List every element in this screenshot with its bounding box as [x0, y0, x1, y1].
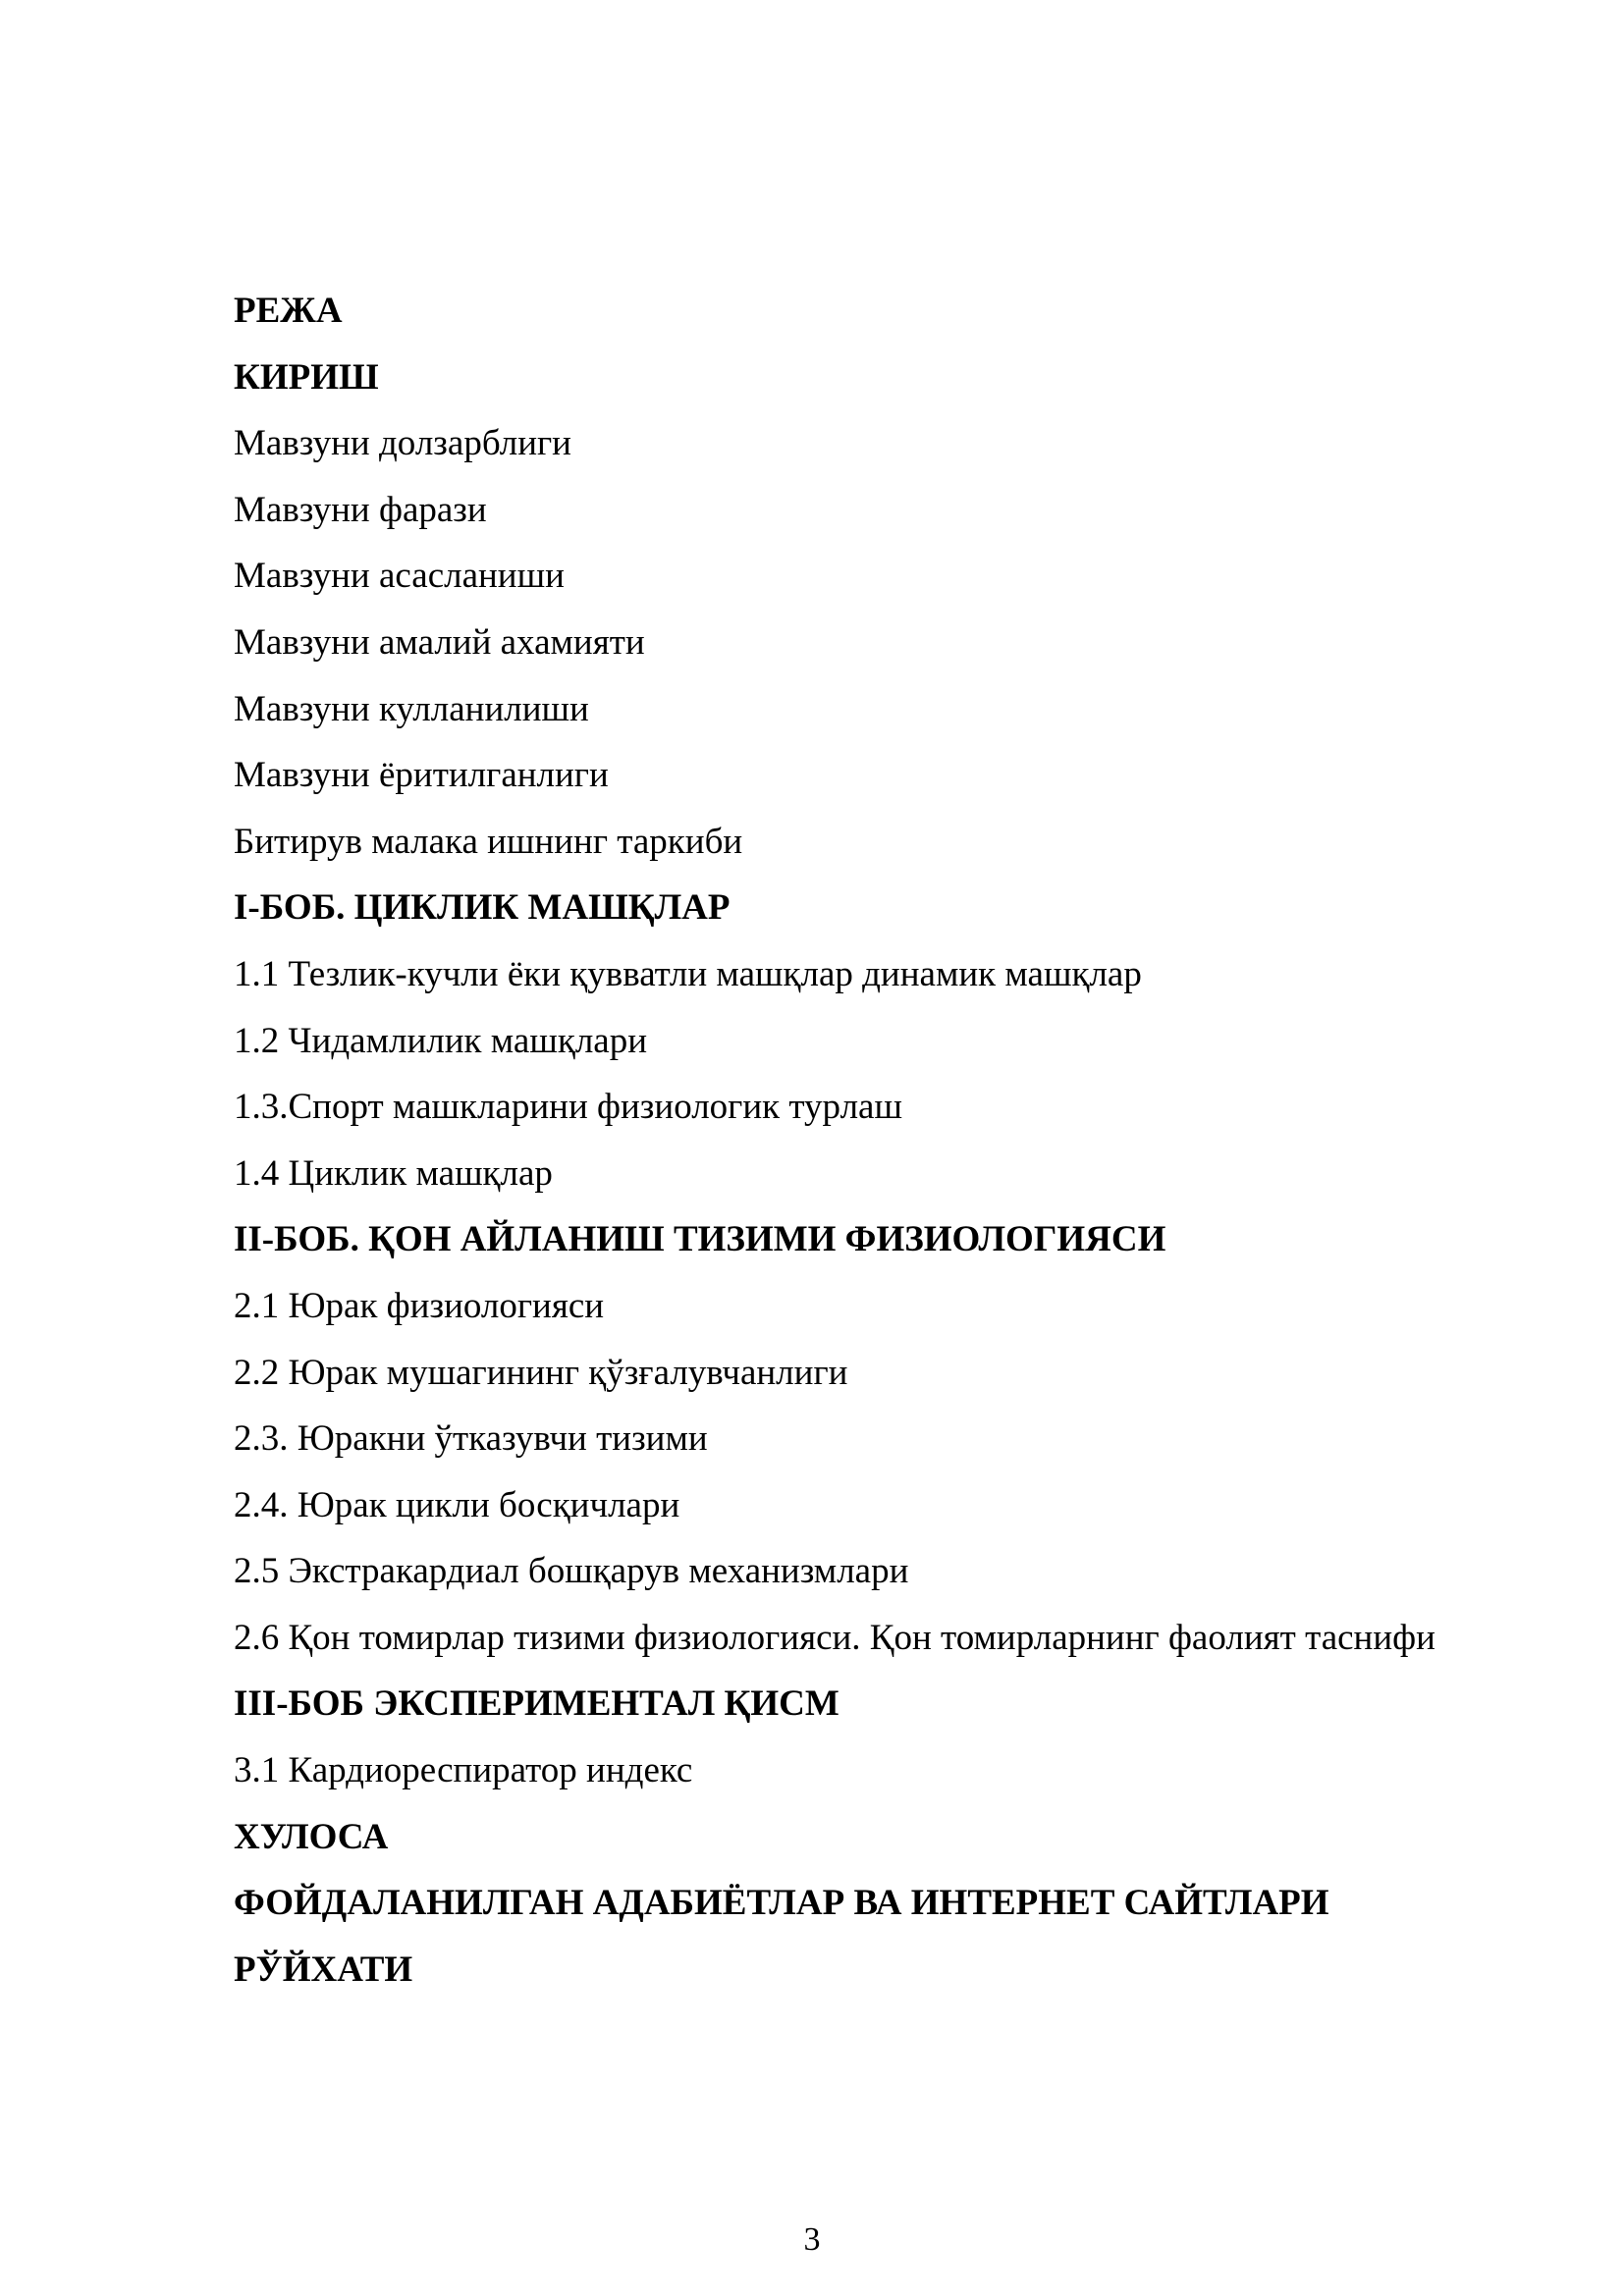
toc-item: Битирув малака ишнинг таркиби — [234, 821, 743, 862]
toc-heading: РЎЙХАТИ — [234, 1949, 413, 1990]
toc-item: 3.1 Кардиореспиратор индекс — [234, 1750, 693, 1791]
toc-item: 1.1 Тезлик-кучли ёки қувватли машқлар динамик машқлар — [234, 953, 1142, 994]
toc-item: Мавзуни амалий ахамияти — [234, 621, 645, 663]
toc-heading: ХУЛОСА — [234, 1816, 389, 1857]
toc-heading: I-БОБ. ЦИКЛИК МАШҚЛАР — [234, 887, 731, 929]
toc-item: 2.1 Юрак физиологияси — [234, 1285, 605, 1326]
toc-item: 1.2 Чидамлилик машқлари — [234, 1020, 648, 1061]
toc-item: 2.3. Юракни ўтказувчи тизими — [234, 1418, 708, 1460]
toc-item: Мавзуни кулланилиши — [234, 688, 589, 729]
toc-heading: КИРИШ — [234, 356, 379, 398]
toc-heading: III-БОБ ЭКСПЕРИМЕНТАЛ ҚИСМ — [234, 1683, 839, 1725]
toc-item: 2.5 Экстракардиал бошқарув механизмлари — [234, 1551, 909, 1592]
page-number: 3 — [803, 2221, 821, 2258]
toc-item: 1.3.Спорт машкларини физиологик турлаш — [234, 1087, 902, 1128]
toc-item: 1.4 Циклик машқлар — [234, 1152, 553, 1194]
toc-item: 2.4. Юрак цикли босқичлари — [234, 1484, 680, 1525]
toc-item: 2.6 Қон томирлар тизими физиологияси. Қон томирларнинг фаолият таснифи — [234, 1617, 1435, 1658]
toc-item: Мавзуни фарази — [234, 489, 487, 530]
toc-item: Мавзуни асасланиши — [234, 556, 565, 597]
toc-heading: II-БОБ. ҚОН АЙЛАНИШ ТИЗИМИ ФИЗИОЛОГИЯСИ — [234, 1219, 1166, 1260]
table-of-contents — [234, 281, 1589, 2005]
toc-heading: ФОЙДАЛАНИЛГАН АДАБИЁТЛАР ВА ИНТЕРНЕТ САЙТЛАРИ — [234, 1883, 1329, 1924]
toc-title: РЕЖА — [234, 291, 343, 331]
toc-item: Мавзуни ёритилганлиги — [234, 755, 609, 796]
toc-entries — [234, 347, 1589, 2006]
toc-item: 2.2 Юрак мушагининг қўзғалувчанлиги — [234, 1352, 848, 1393]
toc-item: Мавзуни долзарблиги — [234, 423, 571, 464]
